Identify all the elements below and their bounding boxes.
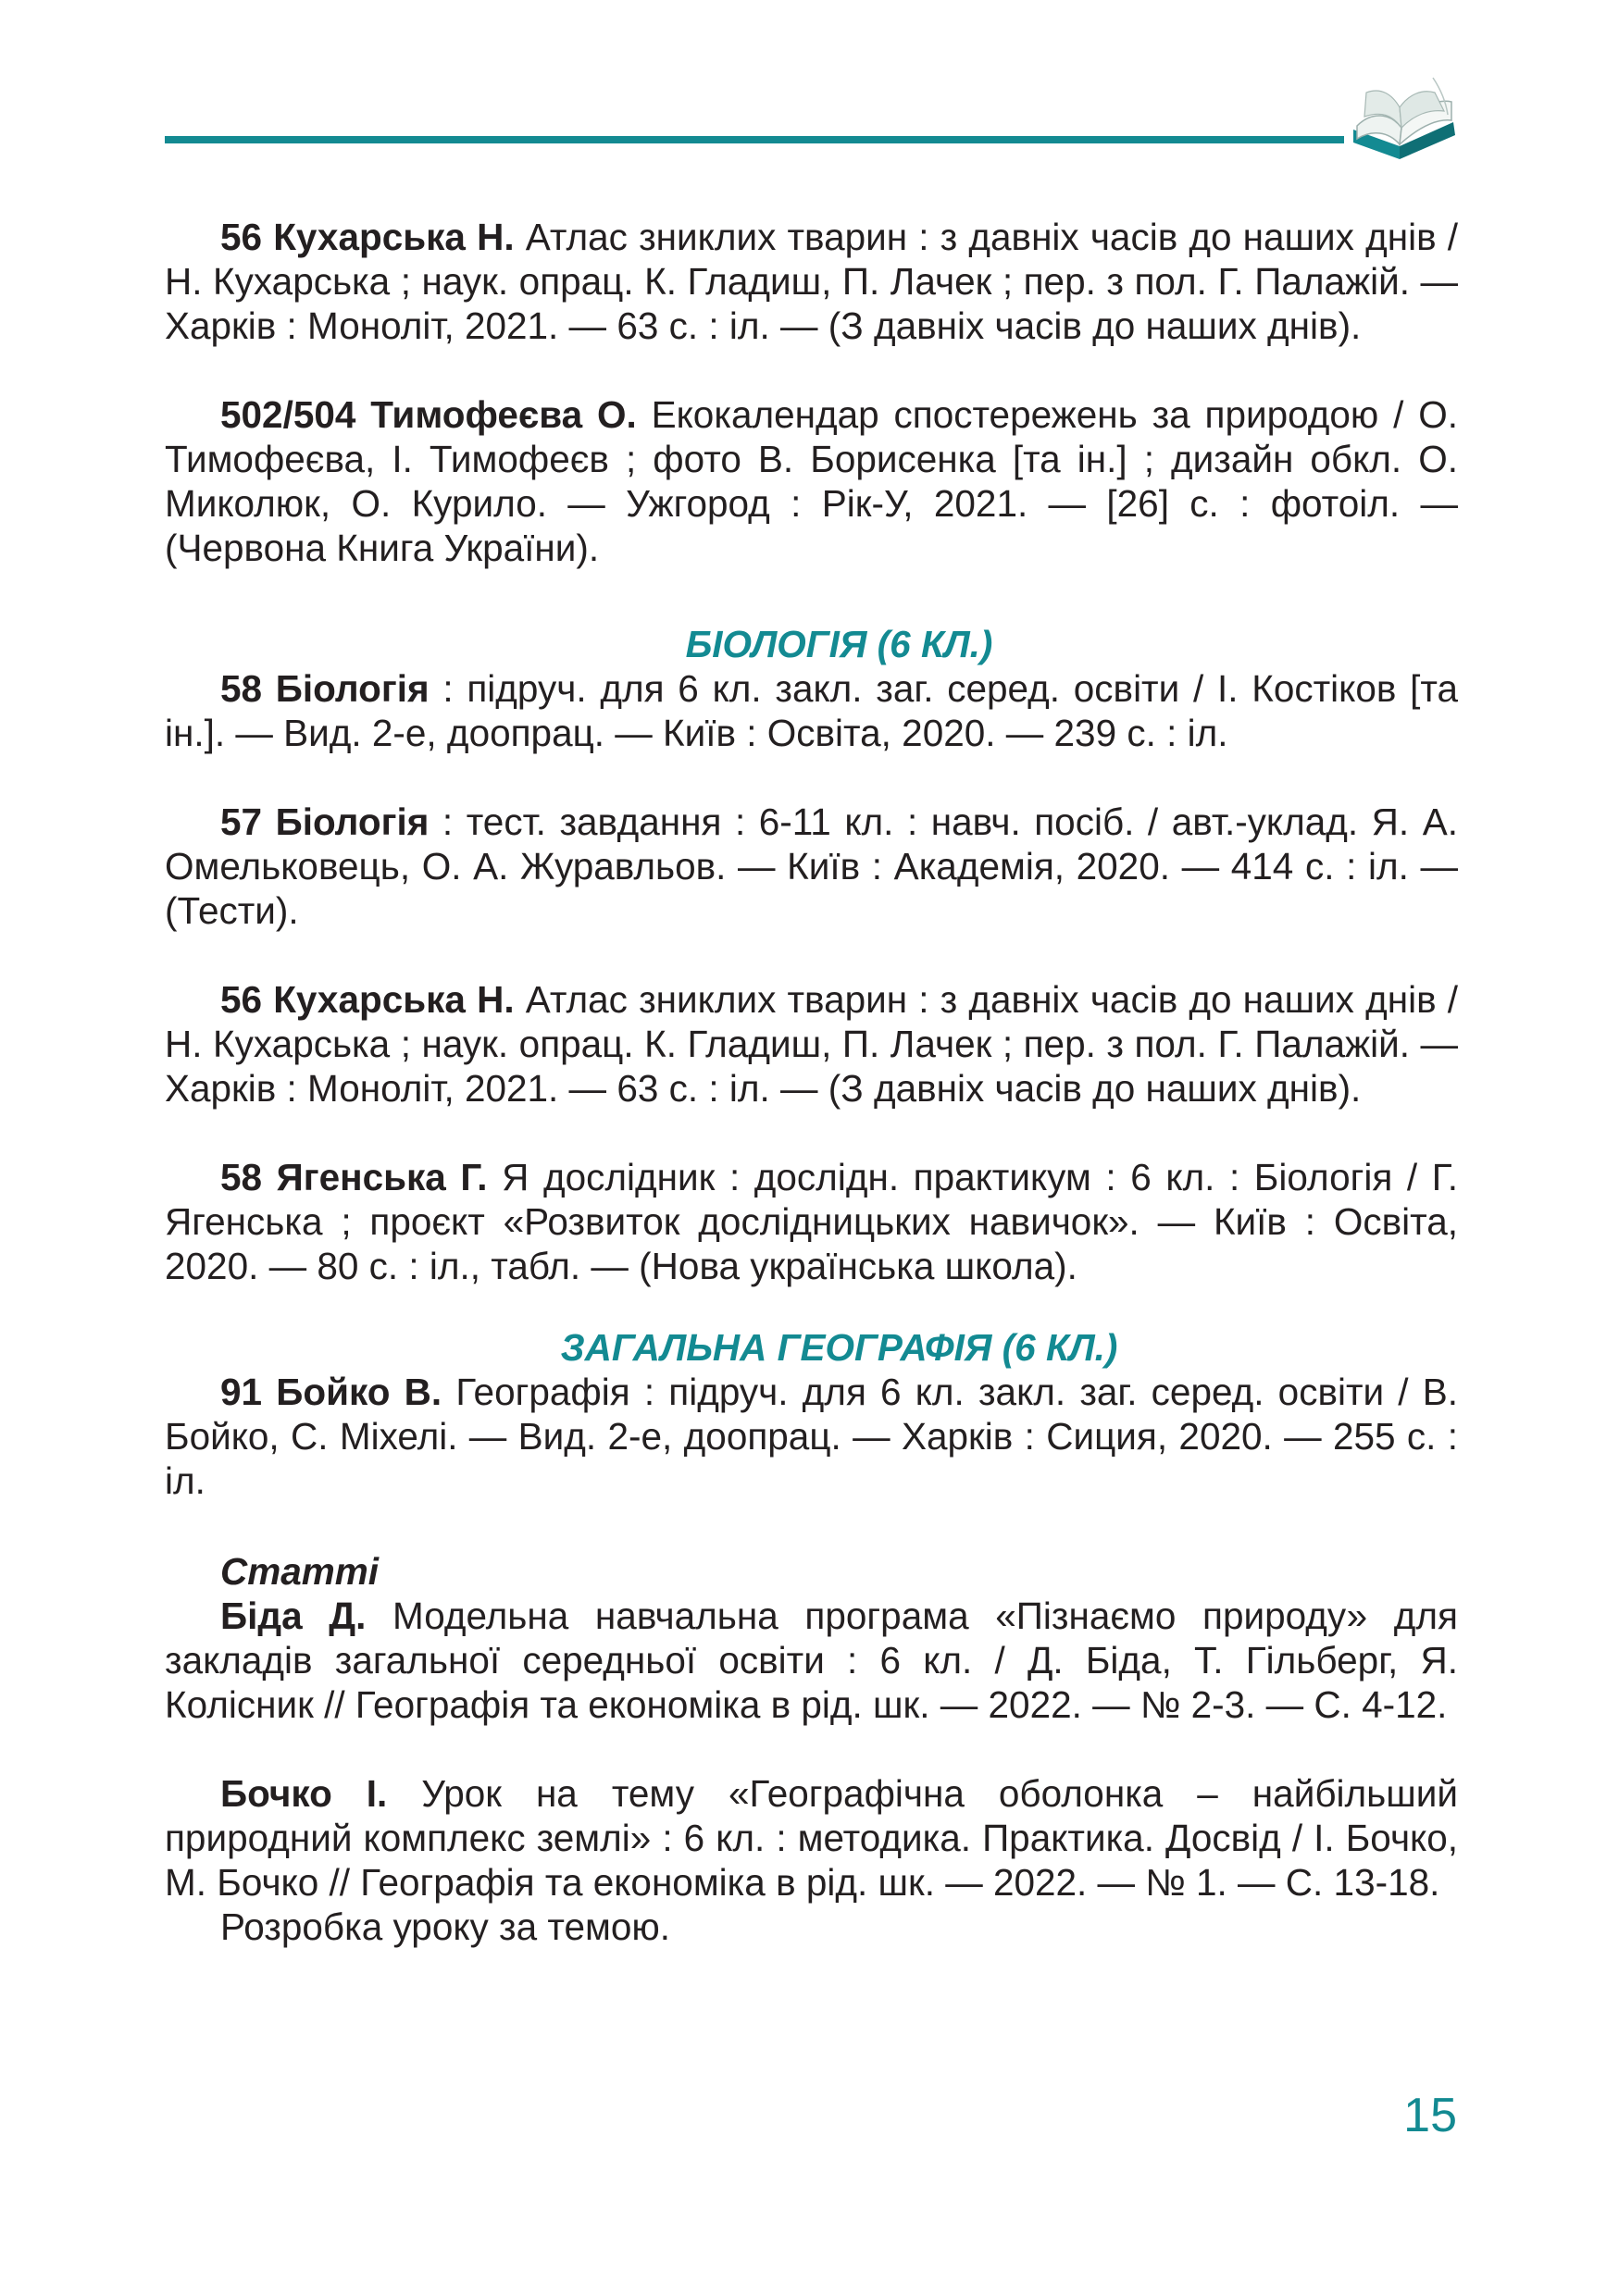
article-entry: [165, 1594, 1458, 1727]
entry-text: Атлас зниклих тварин : з давніх часів до наших днів / Н. Кухарська ; наук. опрац. К. Гладиш, П. Лачек ; пер. з пол. Г. Палажій. — Харків : Моноліт, 2021. — 63 с. : іл. — (З давніх часів до наших днів).: [165, 978, 1458, 1110]
entry-lead: 56 Кухарська Н.: [220, 978, 515, 1021]
entry-text: : підруч. для 6 кл. закл. заг. серед. освіти / І. Костіков [та ін.]. — Вид. 2-е, доопрац. — Київ : Освіта, 2020. — 239 с. : іл.: [165, 667, 1459, 754]
bibliography-entry: [165, 215, 1458, 348]
entry-text: Урок на тему «Географічна оболонка – найбільший природний комплекс землі» : 6 кл. : методика. Практика. Досвід / І. Бочко, М. Бочко // Географія та економіка в рід. шк. — 2022. — № 1. — С. 13-18.: [165, 1772, 1458, 1904]
entry-text: Атлас зниклих тварин : з давніх часів до наших днів / Н. Кухарська ; наук. опрац. К. Гладиш, П. Лачек ; пер. з пол. Г. Палажій. — Харків : Моноліт, 2021. — 63 с. : іл. — (З давніх часів до наших днів).: [165, 216, 1458, 347]
entry-text: Географія : підруч. для 6 кл. закл. заг. серед. освіти / В. Бойко, С. Міхелі. — Вид. 2-е, доопрац. — Харків : Сиция, 2020. — 255 с. : іл.: [165, 1371, 1459, 1502]
entry-lead: Біда Д.: [220, 1595, 367, 1637]
header-rule: [165, 136, 1344, 143]
articles-heading: Статті: [220, 1550, 380, 1593]
entry-text: Модельна навчальна програма «Пізнаємо природу» для закладів загальної середньої освіти : 6 кл. / Д. Біда, Т. Гільберг, Я. Колісник // Географія та економіка в рід. шк. — 2022. — № 2-3. — С. 4-12.: [165, 1595, 1458, 1726]
section-heading-biology: БІОЛОГІЯ (6 КЛ.): [685, 623, 993, 665]
bibliography-entry: [165, 1155, 1458, 1288]
entry-lead: 56 Кухарська Н.: [220, 216, 515, 258]
entry-text: Я дослідник : дослідн. практикум : 6 кл. : Біологія / Г. Ягенська ; проєкт «Розвиток дослідницьких навичок». — Київ : Освіта, 2020. — 80 с. : іл., табл. — (Нова українська школа).: [165, 1156, 1458, 1287]
entry-lead: 91 Бойко В.: [220, 1371, 442, 1413]
bibliography-entry: [165, 1370, 1458, 1503]
article-entry: [165, 1771, 1458, 1905]
bibliography-entry: [165, 800, 1458, 933]
entry-text: : тест. завдання : 6-11 кл. : навч. посіб. / авт.-уклад. Я. А. Омельковець, О. А. Журавльов. — Київ : Академія, 2020. — 414 с. : іл. — (Тести).: [165, 800, 1458, 932]
bibliography-entry: [165, 666, 1458, 755]
entry-text: Екокалендар спостережень за природою / О. Тимофеєва, І. Тимофеєв ; фото В. Борисенка [та ін.] ; дизайн обкл. О. Миколюк, О. Курило. — Ужгород : Рік-У, 2021. — [26] с. : фотоіл. — (Червона Книга України).: [165, 393, 1458, 569]
entry-lead: 58 Біологія: [220, 667, 430, 710]
entry-lead: 58 Ягенська Г.: [220, 1156, 488, 1198]
section-heading-geography: ЗАГАЛЬНА ГЕОГРАФІЯ (6 КЛ.): [560, 1326, 1118, 1369]
page-number: 15: [1403, 2089, 1457, 2142]
entry-lead: Бочко І.: [220, 1772, 388, 1815]
bibliography-entry: [165, 977, 1458, 1111]
entry-lead: 502/504 Тимофеєва О.: [220, 393, 637, 436]
open-book-icon: [1344, 74, 1464, 167]
bibliography-content: [165, 215, 1458, 1949]
article-note: Розробка уроку за темою.: [220, 1905, 670, 1948]
bibliography-entry: [165, 392, 1458, 570]
entry-lead: 57 Біологія: [220, 800, 430, 843]
